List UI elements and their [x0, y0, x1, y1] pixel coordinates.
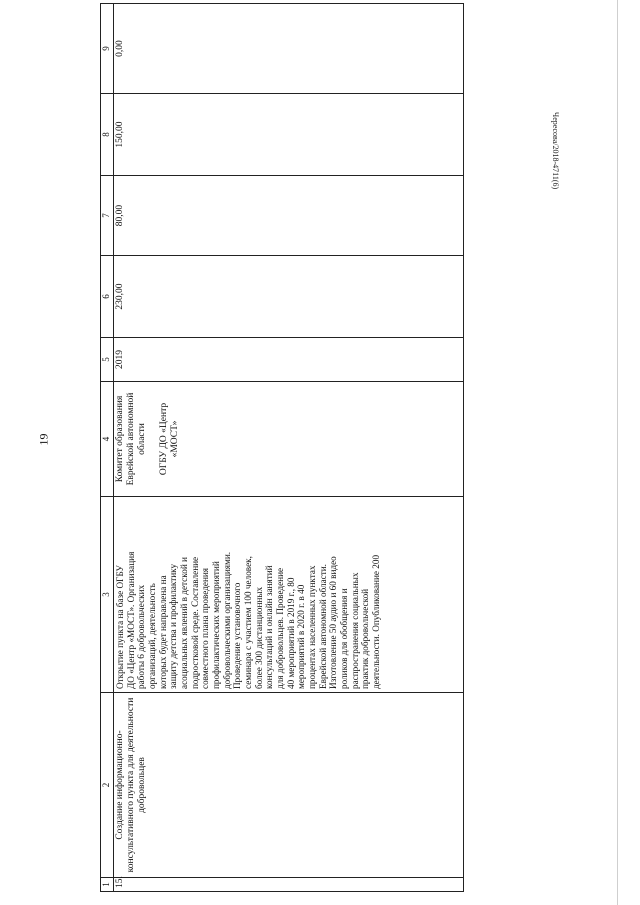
header-cell-9: 9	[101, 4, 114, 94]
description-line: консультаций и онлайн занятий	[264, 565, 275, 689]
description-line: Проведение установочного	[232, 582, 243, 689]
amount-total: 230,00	[114, 256, 464, 338]
header-cell-7: 7	[101, 176, 114, 256]
description-line: работы 6 добровольческих	[136, 584, 147, 689]
header-cell-1: 1	[101, 878, 114, 892]
amount-col7: 80,00	[114, 176, 464, 256]
description-line: роликов для обобщения и	[339, 588, 350, 689]
amount-col9: 0,00	[114, 4, 464, 94]
document-code: Чересова/2018-4711(6)	[551, 112, 560, 190]
header-cell-3: 3	[101, 497, 114, 693]
row-number: 15.	[114, 878, 464, 892]
description-line: Изготовление 50 аудио и 60 видео	[328, 556, 339, 689]
header-cell-6: 6	[101, 256, 114, 338]
description-line: распространения социальных	[349, 572, 360, 689]
description-line: защиту детства и профилактику	[168, 563, 179, 689]
header-cell-4: 4	[101, 382, 114, 497]
year-cell: 2019	[114, 338, 464, 382]
header-cell-8: 8	[101, 94, 114, 176]
header-cell-2: 2	[101, 693, 114, 878]
description-line: совместного плана проведения	[200, 567, 211, 689]
description-line: организаций, деятельность	[147, 583, 158, 689]
rotated-table-area	[100, 4, 472, 892]
description-line: добровольческими организациями.	[221, 551, 232, 689]
measure-description	[114, 497, 464, 693]
page-edge-line	[617, 0, 618, 905]
executor-center: ОГБУ ДО «Центр «МОСТ»	[158, 402, 180, 476]
description-line: Еврейской автономной области.	[317, 564, 328, 689]
header-row	[101, 4, 114, 892]
description-line: Открытие пункта на базе ОГБУ	[115, 565, 125, 689]
description-line: которых будет направлена на	[157, 575, 168, 689]
description-line: деятельности. Опубликование 200	[371, 554, 382, 689]
description-line: мероприятий в 2020 г. в 40	[296, 584, 307, 689]
description-line: семинара с участием 100 человек,	[243, 556, 254, 689]
description-line: 40 мероприятий в 2019 г., 80	[285, 577, 296, 689]
description-line: ДО «Центр «МОСТ». Организация	[125, 551, 136, 689]
description-line: профилактических мероприятий	[211, 561, 222, 689]
responsible-executors	[114, 382, 464, 497]
amount-col8: 150,00	[114, 94, 464, 176]
description-line: для добровольцев. Проведение	[275, 567, 286, 689]
executor-committee: Комитет образования Еврейской автономной области	[115, 392, 148, 486]
header-cell-5: 5	[101, 338, 114, 382]
table-row	[114, 4, 464, 892]
description-line: более 300 дистанционных	[253, 586, 264, 689]
measure-name: Создание информационно-консультативного пункта для деятельности добровольцев	[114, 693, 464, 878]
description-line: подростковой среде. Составление	[189, 556, 200, 689]
description-line: асоциальных явлений в детской и	[179, 557, 190, 689]
description-line: процентах населенных пунктах	[307, 565, 318, 689]
description-line: практик добровольческой	[360, 588, 371, 689]
page-number: 19	[36, 433, 51, 446]
program-table	[100, 3, 464, 892]
